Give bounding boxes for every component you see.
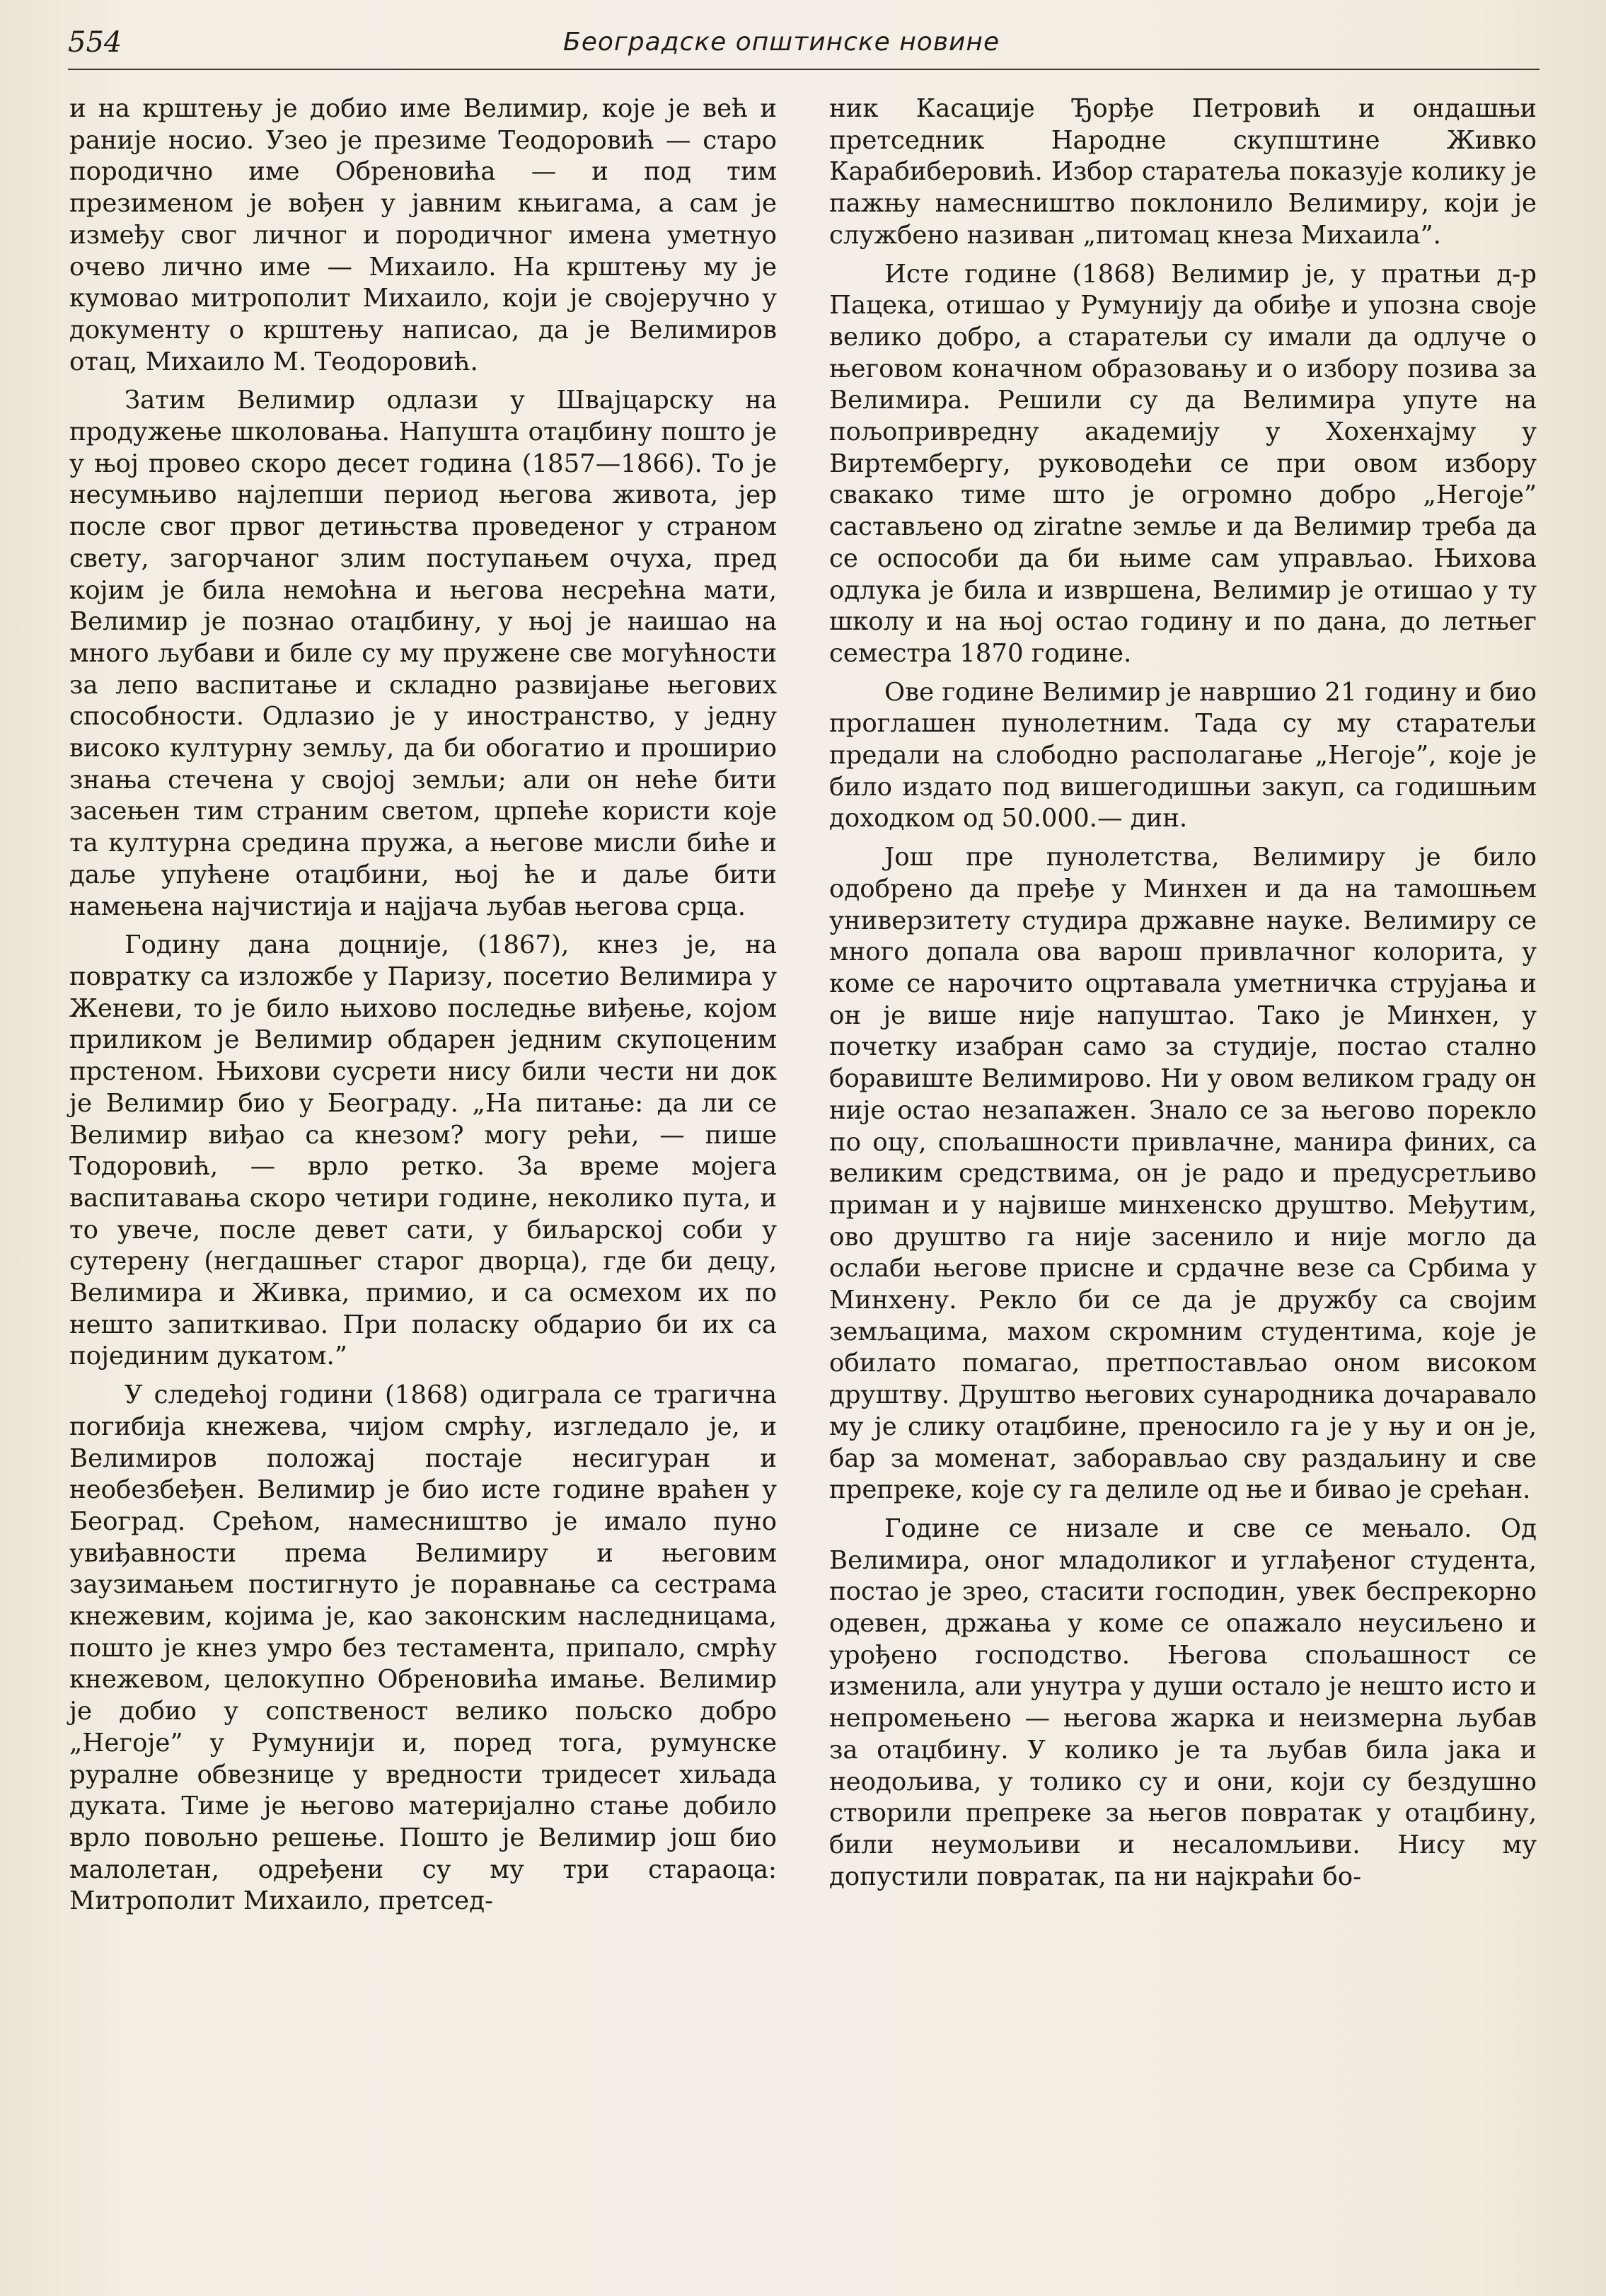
right-paragraph-5: Године се низале и све се мењало. Од Велимира, оног младоликог и углађеног студента, постао је зрео, стасити господин, увек беспрекорно одевен, држања у коме се опажало неусиљено и урођено господство. Његова спољашност се изменила, али унутра у души остало је нешто исто и непромењено — његова жарка и неизмерна љубав за отаџбину. У колико је та љубав била јака и неодољива, у толико су и они, који су бездушно створили препреке за његов повратак у отаџбину, били неумољиви и несаломљиви. Нису му допустили повратак, па ни најкраћи бо- <box>829 1513 1537 1891</box>
left-paragraph-3: Годину дана доцније, (1867), кнез је, на повратку са изложбе у Паризу, посетио Велимира у Женеви, то је било њихово последње виђење, којом приликом је Велимир обдарен једним скупоценим прстеном. Њихови сусрети нису били чести ни док је Велимир био у Београду. „На питање: да ли се Велимир виђао са кнезом? могу рећи, — пише Тодоровић, — врло ретко. За време мојега васпитавања скоро четири године, неколико пута, и то увече, после девет сати, у биљарској соби у сутерену (негдашњег старог дворца), где би децу, Велимира и Живка, примио, и са осмехом их по нешто запиткивао. При поласку обдарио би их са појединим дукатом.” <box>69 930 777 1371</box>
page-header <box>68 21 1539 64</box>
running-title: Београдске општинске новине <box>563 28 1000 57</box>
right-paragraph-3: Ове године Велимир је навршио 21 годину и био проглашен пунолетним. Тада су му старатељи предали на слободно располагање „Негоје”, које је било издато под вишегодишњи закуп, са годишњим доходком од 50.000.— дин. <box>829 677 1537 833</box>
right-paragraph-4: Још пре пунолетства, Велимиру је било одобрено да пређе у Минхен и да на тамошњем универзитету студира државне науке. Велимиру се много допала ова варош привлачног колорита, у коме се нарочито оцртавала уметничка струјања и он је више није напуштао. Тако је Минхен, у почетку изабран само за студије, постао стално боравиште Велимирово. Ни у овом великом граду он није остао незапажен. Знало се за његово порекло по оцу, спољашности привлачне, манира финих, са великим средствима, он је радо и предусретљиво приман и у највише минхенско друштво. Међутим, ово друштво га није засенило и није могло да ослаби његове присне и срдачне везе са Србима у Минхену. Рекло би се да је дружбу са својим земљацима, махом скромним студентима, које је обилато помагао, претпостављао оном високом друштву. Друштво његових сународника дочаравало му је слику отаџбине, преносило га је у њу и он је, бар за моменат, заборављао сву раздаљину и све препреке, које су га делиле од ње и бивао је срећан. <box>829 843 1537 1505</box>
left-paragraph-4: У следећој години (1868) одиграла се трагична погибија кнежева, чијом смрћу, изгледало је, и Велимиров положај постаје несигуран и необезбеђен. Велимир је био исте године враћен у Београд. Срећом, намесништво је имало пуно увиђавности према Велимиру и његовим заузимањем постигнуто је поравнање са сестрама кнежевим, којима је, као законским наследницама, пошто је кнез умро без тестамента, припало, смрћу кнежевом, целокупно Обреновића имање. Велимир је добио у сопственост велико пољско добро „Негоје” у Румунији и, поред тога, румунске руралне обвезнице у вредности тридесет хиљада дуката. Тиме је његово материјално стање добило врло повољно решење. Пошто је Велимир још био малолетан, одређени су му три стараоца: Митрополит Михаило, претсед- <box>69 1380 777 1916</box>
right-paragraph-2: Исте године (1868) Велимир је, у пратњи д-р Пацека, отишао у Румунију да обиђе и упозна своје велико добро, а старатељи су имали да одлуче о његовом коначном образовању и о избору позива за Велимира. Решили су да Велимира упуте на пољопривредну академију у Хохенхајму у Виртембергу, руководећи се при овом избору свакако тиме што је огромно добро „Негоје” састављено од ziratne земље и да Велимир треба да се оспособи да би њиме сам управљао. Њихова одлука је била и извршена, Велимир је отишао у ту школу и на њој остао годину и по дана, до летњег семестра 1870 године. <box>829 259 1537 668</box>
right-paragraph-1: ник Касације Ђорђе Петровић и ондашњи претседник Народне скупштине Живко Карабиберовић. Избор старатеља показује колику је пажњу намесништво поклонило Велимиру, који је службено називан „питомац кнеза Михаила”. <box>829 94 1537 250</box>
left-column <box>69 93 777 1917</box>
right-column <box>829 93 1537 1893</box>
left-paragraph-2: Затим Велимир одлази у Швајцарску на продужење школовања. Напушта отаџбину пошто је у њој провео скоро десет година (1857—1866). То је несумњиво најлепши период његова живота, јер после свог првог детињства проведеног у страном свету, загорчаног злим поступањем очуха, пред којим је била немоћна и његова несрећна мати, Велимир је познао отаџбину, у њој је наишао на много љубави и биле су му пружене све могућности за лепо васпитање и складно развијање његових способности. Одлазио је у иностранство, у једну високо културну земљу, да би обогатио и проширио знања стечена у својој земљи; али он неће бити засењен тим страним светом, црпеће користи које та културна средина пружа, а његове мисли биће и даље упућене отаџбини, њој ће и даље бити намењена најчистија и најјача љубав његова срца. <box>69 386 777 921</box>
header-rule <box>68 69 1539 70</box>
page-number: 554 <box>68 26 122 59</box>
left-paragraph-1: и на крштењу је добио име Велимир, које је већ и раније носио. Узео је презиме Теодоровић — старо породично име Обреновића — и под тим презименом је вођен у јавним књигама, а сам је између свог личног и породичног имена уметнуо очево лично име — Михаило. На крштењу му је кумовао митрополит Михаило, који је својеручно у документу о крштењу написао, да је Велимиров отац, Михаило М. Теодоровић. <box>69 94 777 376</box>
